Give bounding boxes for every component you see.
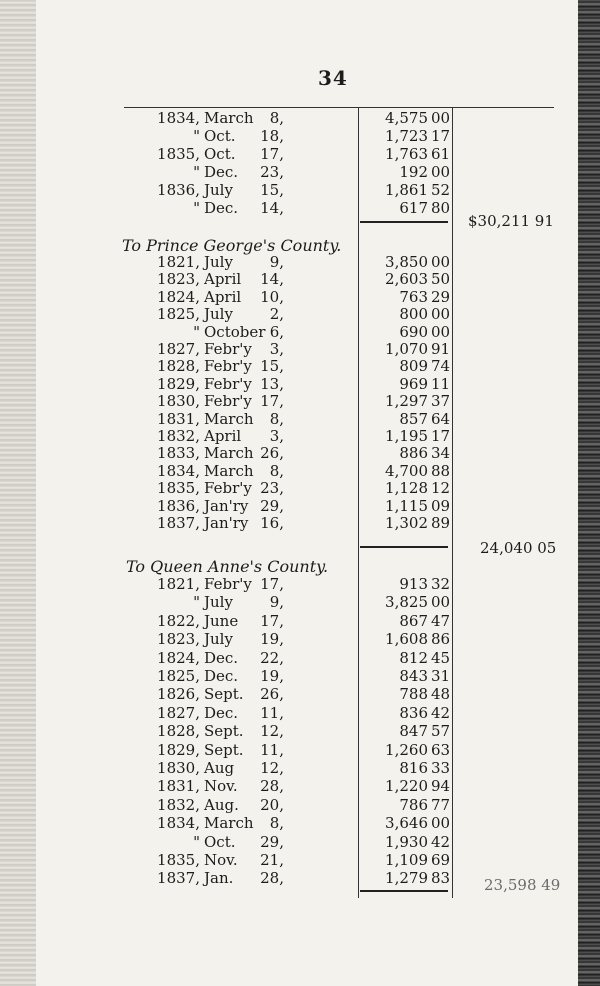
entry-year: 1831, <box>157 409 200 428</box>
entry-dollars: 1,195 <box>385 427 428 445</box>
entry-year: 1826, <box>157 685 200 704</box>
ledger-row <box>0 833 600 851</box>
entry-month: Dec. <box>204 648 239 667</box>
entry-month: Dec. <box>204 667 239 685</box>
ledger-row <box>0 375 600 393</box>
entry-year: 1827, <box>157 340 200 358</box>
entry-year: 1821, <box>157 253 200 271</box>
entry-month: Oct. <box>204 127 236 145</box>
entry-day: 28, <box>260 777 284 796</box>
ledger-row <box>0 514 600 532</box>
entry-dollars: 1,260 <box>385 740 428 759</box>
entry-cents: 00 <box>431 253 451 271</box>
section-total-1: $30,211 91 <box>468 212 554 230</box>
entry-day: 8, <box>269 409 284 428</box>
entry-dollars: 1,302 <box>385 514 428 532</box>
entry-cents: 74 <box>431 357 451 376</box>
entry-cents: 45 <box>431 648 451 667</box>
entry-cents: 17 <box>431 127 451 145</box>
entry-year: 1829, <box>157 740 200 759</box>
entry-year: 1828, <box>157 357 200 376</box>
entry-dollars: 800 <box>399 305 428 324</box>
entry-day: 14, <box>260 270 284 289</box>
entry-month: Jan'ry <box>204 514 249 532</box>
entry-year: 1828, <box>157 722 200 741</box>
entry-day: 19, <box>260 667 284 685</box>
entry-cents: 88 <box>431 461 451 480</box>
entry-year: 1831, <box>157 777 200 796</box>
entry-day: 20, <box>260 795 284 814</box>
entry-cents: 17 <box>431 427 451 445</box>
entry-dollars: 1,297 <box>385 392 428 411</box>
entry-dollars: 192 <box>399 163 428 181</box>
entry-month: Nov. <box>204 851 238 869</box>
entry-month: March <box>204 409 254 428</box>
entry-dollars: 812 <box>399 648 428 667</box>
page-number: 34 <box>318 66 348 90</box>
entry-dollars: 886 <box>399 444 428 463</box>
entry-year: 1824, <box>157 648 200 667</box>
entry-dollars: 1,279 <box>385 869 428 888</box>
entry-day: 8, <box>269 461 284 480</box>
entry-month: July <box>204 593 233 612</box>
entry-year: " <box>193 163 200 181</box>
entry-day: 6, <box>269 322 284 341</box>
entry-year: 1834, <box>157 109 200 127</box>
entry-cents: 89 <box>431 514 451 532</box>
subtotal-rule-1 <box>360 221 448 223</box>
entry-dollars: 3,850 <box>385 253 428 271</box>
entry-day: 17, <box>260 392 284 411</box>
entry-year: 1832, <box>157 427 200 445</box>
entry-month: March <box>204 444 254 463</box>
entry-day: 12, <box>260 722 284 741</box>
entry-cents: 32 <box>431 575 451 593</box>
ledger-row <box>0 305 600 323</box>
entry-day: 26, <box>260 444 284 463</box>
entry-day: 9, <box>269 593 284 612</box>
entry-year: 1830, <box>157 759 200 777</box>
ledger-row <box>0 288 600 306</box>
entry-month: Dec. <box>204 703 239 722</box>
entry-dollars: 1,930 <box>385 832 428 851</box>
entry-dollars: 1,109 <box>385 851 428 869</box>
entry-dollars: 843 <box>399 667 428 685</box>
entry-day: 9, <box>269 253 284 271</box>
ledger-row <box>0 253 600 271</box>
entry-day: 18, <box>260 127 284 145</box>
ledger-row <box>0 649 600 667</box>
entry-year: 1833, <box>157 444 200 463</box>
entry-dollars: 1,220 <box>385 777 428 796</box>
entry-cents: 86 <box>431 630 451 649</box>
entry-month: March <box>204 461 254 480</box>
entry-month: Dec. <box>204 163 239 181</box>
section-title-prince-georges: To Prince George's County. <box>122 236 342 255</box>
entry-year: 1821, <box>157 575 200 593</box>
ledger-row <box>0 741 600 759</box>
entry-year: " <box>193 322 200 341</box>
entry-cents: 63 <box>431 740 451 759</box>
entry-day: 16, <box>260 514 284 532</box>
ledger-row <box>0 704 600 722</box>
entry-dollars: 2,603 <box>385 270 428 289</box>
entry-cents: 00 <box>431 305 451 324</box>
entry-cents: 91 <box>431 340 451 358</box>
entry-cents: 48 <box>431 685 451 704</box>
entry-dollars: 857 <box>399 409 428 428</box>
entry-month: July <box>204 630 233 649</box>
entry-month: Oct. <box>204 145 236 163</box>
entry-year: " <box>193 593 200 612</box>
ledger-row <box>0 462 600 480</box>
entry-month: Sept. <box>204 740 244 759</box>
entry-day: 17, <box>260 145 284 163</box>
entry-dollars: 847 <box>399 722 428 741</box>
entry-month: Dec. <box>204 199 239 217</box>
entry-cents: 00 <box>431 814 451 833</box>
entry-year: 1835, <box>157 851 200 869</box>
entry-month: Sept. <box>204 685 244 704</box>
entry-month: April <box>204 287 242 306</box>
ledger-row <box>0 392 600 410</box>
entry-day: 8, <box>269 814 284 833</box>
entry-cents: 52 <box>431 181 451 199</box>
entry-dollars: 788 <box>399 685 428 704</box>
entry-cents: 00 <box>431 163 451 181</box>
ledger-row <box>0 410 600 428</box>
entry-day: 12, <box>260 759 284 777</box>
entry-dollars: 1,115 <box>385 496 428 515</box>
entry-cents: 57 <box>431 722 451 741</box>
entry-day: 26, <box>260 685 284 704</box>
entry-dollars: 1,608 <box>385 630 428 649</box>
ledger-row <box>0 427 600 445</box>
entry-month: Febr'y <box>204 392 252 411</box>
entry-dollars: 867 <box>399 611 428 630</box>
entry-year: 1827, <box>157 703 200 722</box>
entry-month: July <box>204 305 233 324</box>
ledger-row <box>0 479 600 497</box>
entry-year: 1837, <box>157 514 200 532</box>
ledger-row <box>0 630 600 648</box>
entry-month: Aug <box>204 759 235 777</box>
ledger-row <box>0 759 600 777</box>
entry-day: 29, <box>260 832 284 851</box>
entry-cents: 64 <box>431 409 451 428</box>
entry-year: 1834, <box>157 461 200 480</box>
entry-day: 3, <box>269 427 284 445</box>
ledger-row <box>0 270 600 288</box>
ledger-row <box>0 323 600 341</box>
entry-month: March <box>204 109 254 127</box>
entry-year: 1836, <box>157 181 200 199</box>
entry-month: Febr'y <box>204 479 252 498</box>
entry-cents: 42 <box>431 832 451 851</box>
entry-day: 10, <box>260 287 284 306</box>
entry-dollars: 1,763 <box>385 145 428 163</box>
entry-day: 17, <box>260 575 284 593</box>
section-total-3: 23,598 49 <box>484 876 561 894</box>
entry-year: 1824, <box>157 287 200 306</box>
entry-month: July <box>204 253 233 271</box>
entry-cents: 00 <box>431 593 451 612</box>
entry-year: " <box>193 832 200 851</box>
ledger-row <box>0 340 600 358</box>
entry-dollars: 690 <box>399 322 428 341</box>
entry-day: 29, <box>260 496 284 515</box>
entry-cents: 33 <box>431 759 451 777</box>
entry-month: Febr'y <box>204 340 252 358</box>
entry-month: Aug. <box>204 795 239 814</box>
ledger-row <box>0 127 600 145</box>
entry-day: 13, <box>260 374 284 393</box>
ledger-row <box>0 109 600 127</box>
entry-dollars: 3,646 <box>385 814 428 833</box>
entry-month: Febr'y <box>204 374 252 393</box>
entry-year: 1832, <box>157 795 200 814</box>
ledger-row <box>0 497 600 515</box>
ledger-row <box>0 685 600 703</box>
entry-month: March <box>204 814 254 833</box>
entry-cents: 61 <box>431 145 451 163</box>
ledger-row <box>0 722 600 740</box>
entry-month: Jan. <box>204 869 234 888</box>
entry-day: 14, <box>260 199 284 217</box>
entry-month: Sept. <box>204 722 244 741</box>
entry-cents: 31 <box>431 667 451 685</box>
entry-year: " <box>193 199 200 217</box>
entry-dollars: 913 <box>399 575 428 593</box>
entry-cents: 94 <box>431 777 451 796</box>
entry-year: 1835, <box>157 479 200 498</box>
entry-cents: 80 <box>431 199 451 217</box>
entry-dollars: 763 <box>399 287 428 306</box>
entry-cents: 11 <box>431 374 451 393</box>
ledger-row <box>0 667 600 685</box>
entry-month: Jan'ry <box>204 496 249 515</box>
entry-month: Febr'y <box>204 575 252 593</box>
entry-year: 1823, <box>157 630 200 649</box>
entry-day: 19, <box>260 630 284 649</box>
entry-cents: 29 <box>431 287 451 306</box>
entry-day: 23, <box>260 163 284 181</box>
entry-cents: 12 <box>431 479 451 498</box>
entry-dollars: 969 <box>399 374 428 393</box>
entry-cents: 00 <box>431 322 451 341</box>
entry-year: 1835, <box>157 145 200 163</box>
entry-day: 17, <box>260 611 284 630</box>
entry-day: 22, <box>260 648 284 667</box>
entry-month: October <box>204 322 266 341</box>
ledger-row <box>0 357 600 375</box>
entry-cents: 00 <box>431 109 451 127</box>
entry-dollars: 809 <box>399 357 428 376</box>
entry-day: 3, <box>269 340 284 358</box>
entry-day: 21, <box>260 851 284 869</box>
entry-month: Febr'y <box>204 357 252 376</box>
entry-month: July <box>204 181 233 199</box>
entry-cents: 09 <box>431 496 451 515</box>
ledger-row <box>0 851 600 869</box>
entry-cents: 77 <box>431 795 451 814</box>
section-total-2: 24,040 05 <box>480 539 557 557</box>
entry-cents: 69 <box>431 851 451 869</box>
entry-day: 15, <box>260 181 284 199</box>
ledger-row <box>0 575 600 593</box>
entry-year: 1830, <box>157 392 200 411</box>
entry-dollars: 1,070 <box>385 340 428 358</box>
entry-cents: 34 <box>431 444 451 463</box>
ledger-row <box>0 814 600 832</box>
entry-day: 11, <box>260 740 284 759</box>
ledger-row <box>0 612 600 630</box>
ledger-row <box>0 777 600 795</box>
entry-year: 1825, <box>157 667 200 685</box>
entry-dollars: 4,575 <box>385 109 428 127</box>
entry-dollars: 1,861 <box>385 181 428 199</box>
subtotal-rule-3 <box>360 890 448 892</box>
entry-year: 1822, <box>157 611 200 630</box>
entry-dollars: 816 <box>399 759 428 777</box>
entry-month: April <box>204 270 242 289</box>
entry-month: June <box>204 611 239 630</box>
entry-month: Nov. <box>204 777 238 796</box>
ledger-row <box>0 145 600 163</box>
entry-year: 1823, <box>157 270 200 289</box>
subtotal-rule-2 <box>360 546 448 548</box>
entry-cents: 83 <box>431 869 451 888</box>
entry-dollars: 1,128 <box>385 479 428 498</box>
ledger-row <box>0 796 600 814</box>
entry-year: 1836, <box>157 496 200 515</box>
ledger-row <box>0 181 600 199</box>
entry-year: 1834, <box>157 814 200 833</box>
entry-cents: 37 <box>431 392 451 411</box>
entry-cents: 50 <box>431 270 451 289</box>
entry-month: April <box>204 427 242 445</box>
entry-year: 1829, <box>157 374 200 393</box>
entry-day: 11, <box>260 703 284 722</box>
entry-dollars: 786 <box>399 795 428 814</box>
entry-cents: 42 <box>431 703 451 722</box>
entry-day: 8, <box>269 109 284 127</box>
entry-dollars: 1,723 <box>385 127 428 145</box>
entry-day: 28, <box>260 869 284 888</box>
ledger-row <box>0 593 600 611</box>
entry-cents: 47 <box>431 611 451 630</box>
entry-dollars: 4,700 <box>385 461 428 480</box>
ledger-row <box>0 444 600 462</box>
entry-dollars: 617 <box>399 199 428 217</box>
entry-day: 23, <box>260 479 284 498</box>
entry-day: 2, <box>269 305 284 324</box>
section-title-queen-annes: To Queen Anne's County. <box>126 557 329 576</box>
entry-dollars: 836 <box>399 703 428 722</box>
header-rule <box>124 107 554 108</box>
ledger-row <box>0 163 600 181</box>
entry-year: " <box>193 127 200 145</box>
entry-month: Oct. <box>204 832 236 851</box>
entry-year: 1825, <box>157 305 200 324</box>
entry-day: 15, <box>260 357 284 376</box>
entry-dollars: 3,825 <box>385 593 428 612</box>
entry-year: 1837, <box>157 869 200 888</box>
